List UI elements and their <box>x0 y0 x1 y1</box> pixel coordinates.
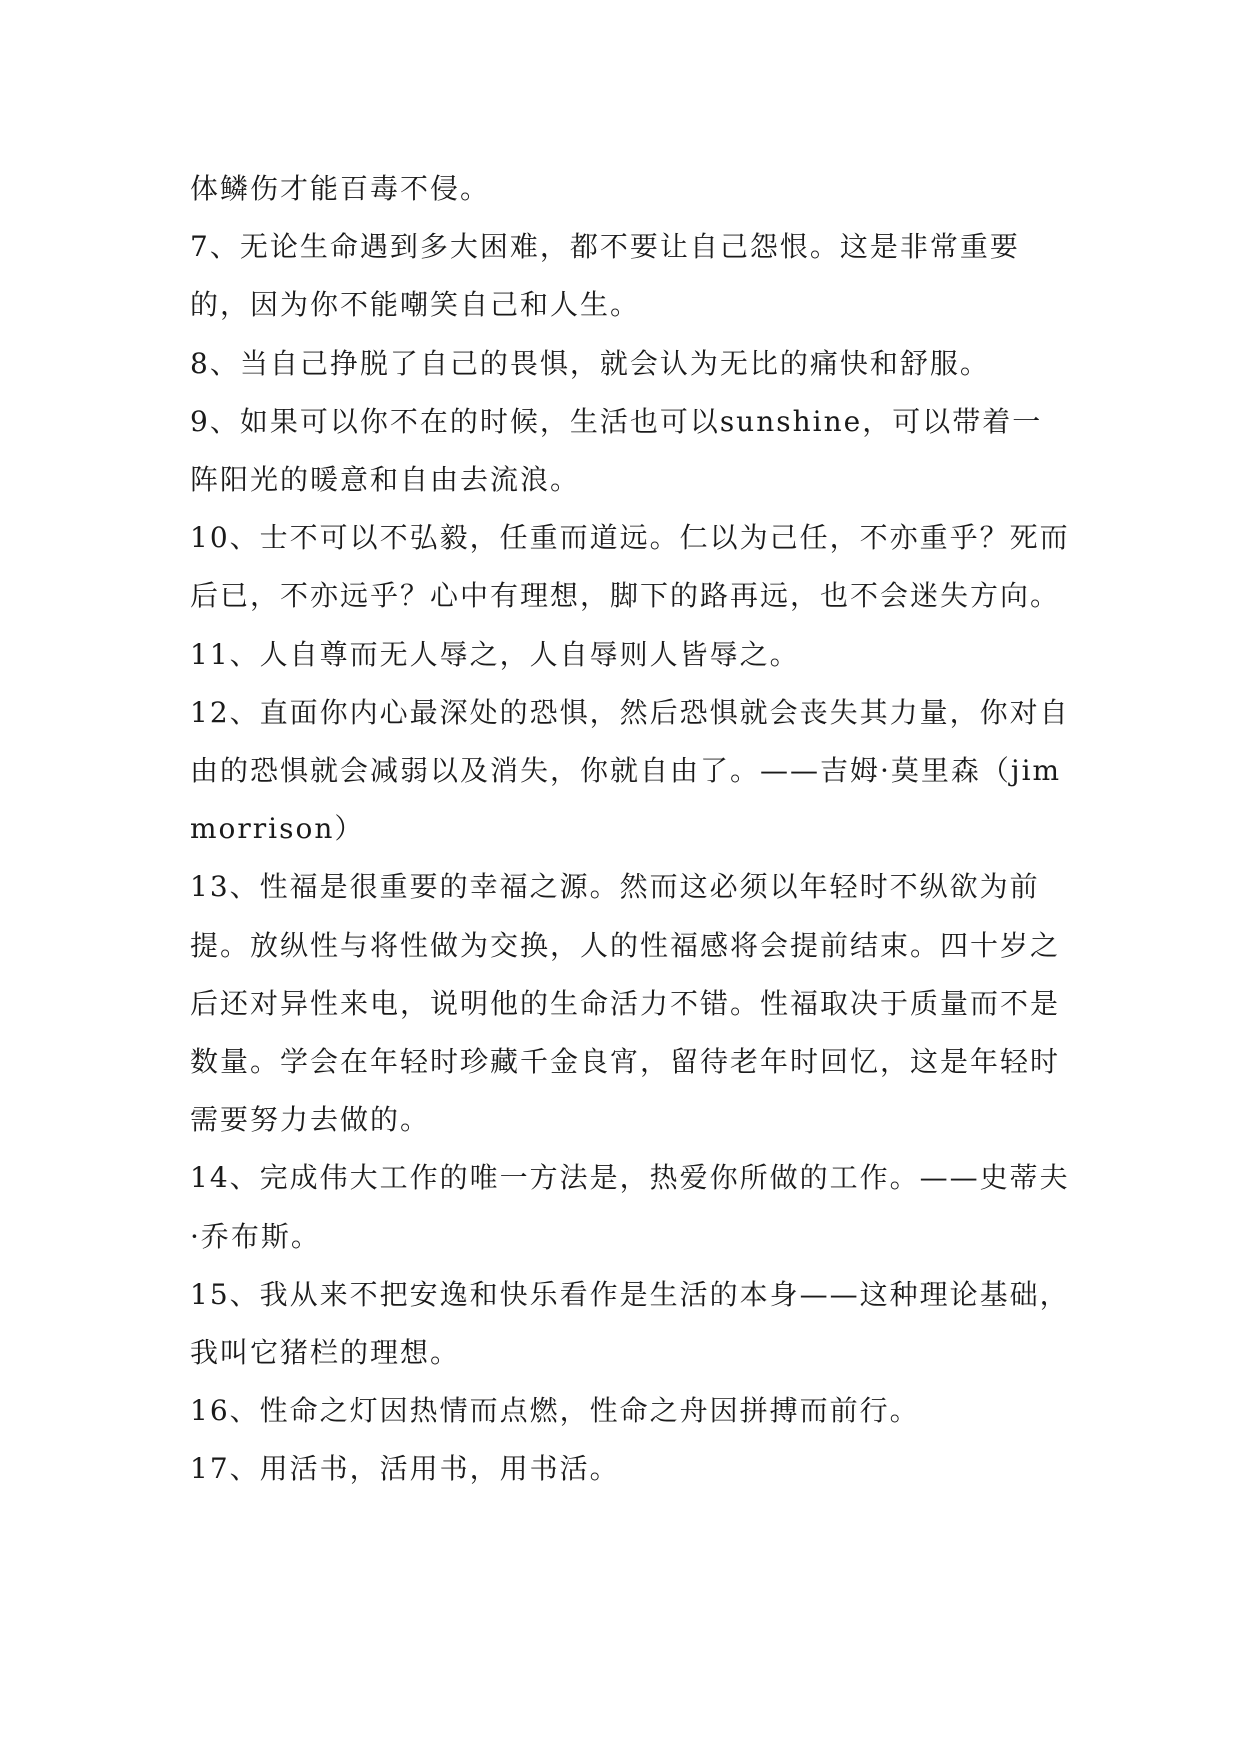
paragraph-continuation: 体鳞伤才能百毒不侵。 <box>190 172 491 205</box>
paragraph-13: 13、性福是很重要的幸福之源。然而这必须以年轻时不纵欲为前提。放纵性与将性做为交换，人的性福感将会提前结束。四十岁之后还对异性来电，说明他的生命活力不错。性福取决于质量而不是数量。学会在年轻时珍藏千金良宵，留待老年时回忆，这是年轻时需要努力去做的。 <box>190 870 1061 1137</box>
paragraph-11: 11、人自尊而无人辱之，人自辱则人皆辱之。 <box>190 637 800 671</box>
document-body <box>190 160 1070 1499</box>
paragraph-10: 10、士不可以不弘毅，任重而道远。仁以为己任，不亦重乎？死而后已，不亦远乎？心中有理想，脚下的路再远，也不会迷失方向。 <box>190 521 1070 613</box>
paragraph-17: 17、用活书，活用书，用书活。 <box>190 1452 620 1486</box>
paragraph-15: 15、我从来不把安逸和快乐看作是生活的本身——这种理论基础，我叫它猪栏的理想。 <box>190 1277 1070 1370</box>
paragraph-14: 14、完成伟大工作的唯一方法是，热爱你所做的工作。——史蒂夫·乔布斯。 <box>190 1161 1070 1253</box>
paragraph-12: 12、直面你内心最深处的恐惧，然后恐惧就会丧失其力量，你对自由的恐惧就会减弱以及消失，你就自由了。——吉姆·莫里森（jimmorrison） <box>190 695 1070 846</box>
paragraph-9: 9、如果可以你不在的时候，生活也可以sunshine，可以带着一阵阳光的暖意和自由去流浪。 <box>190 404 1043 497</box>
paragraph-7: 7、无论生命遇到多大困难，都不要让自己怨恨。这是非常重要的，因为你不能嘲笑自己和人生。 <box>190 230 1020 322</box>
paragraph-8: 8、当自己挣脱了自己的畏惧，就会认为无比的痛快和舒服。 <box>190 346 990 380</box>
paragraph-16: 16、性命之灯因热情而点燃，性命之舟因拼搏而前行。 <box>190 1394 920 1428</box>
